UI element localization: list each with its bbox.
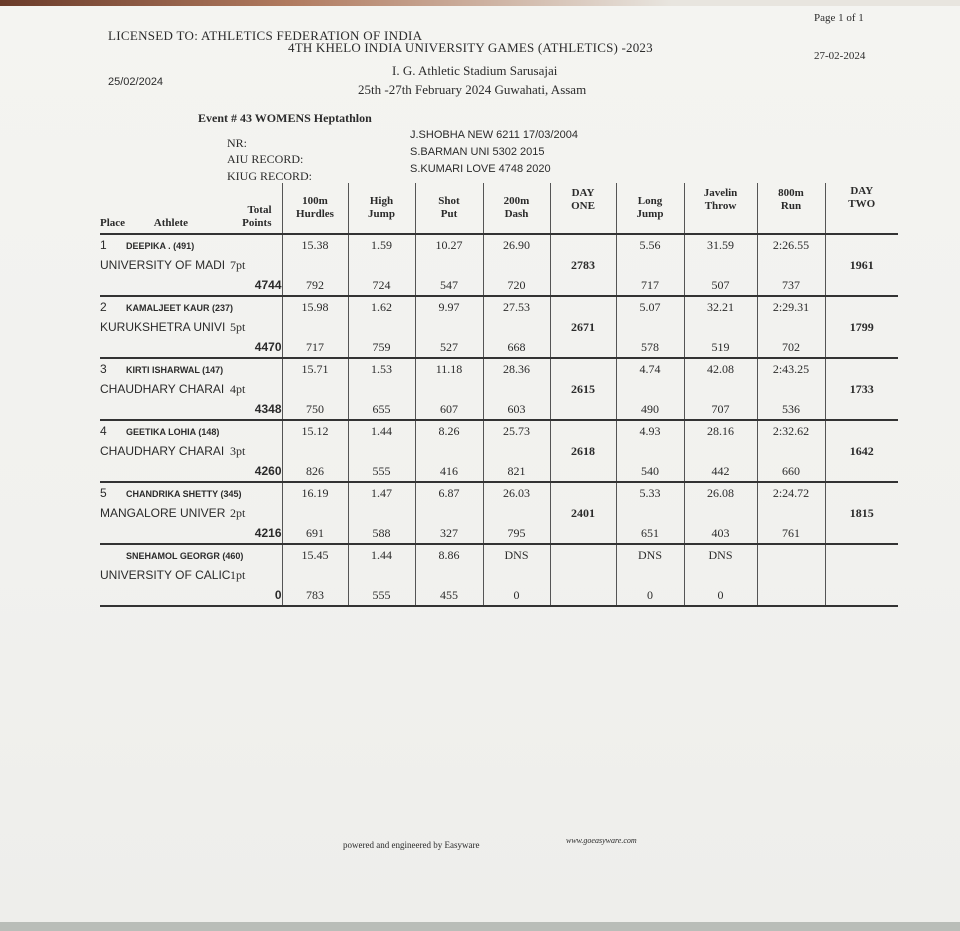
performance-value: 11.18 [415,358,483,379]
total-points: 4744 [230,275,282,296]
university: UNIVERSITY OF CALIC [100,568,230,582]
day-two-total: 1961 [825,234,898,296]
event-score: 555 [348,585,415,606]
event-score: 555 [348,461,415,482]
university: CHAUDHARY CHARAI [100,444,225,458]
empty-cell [415,379,483,399]
performance-value: 2:24.72 [757,482,825,503]
day-two-total: 1733 [825,358,898,420]
empty-cell [282,503,348,523]
games-title: 4TH KHELO INDIA UNIVERSITY GAMES (ATHLETICS) -2023 [288,40,653,55]
athlete-name: SNEHAMOL GEORGR (460) [126,551,244,561]
col-place-athlete [100,183,230,234]
empty-cell [483,255,550,275]
table-row [100,565,898,585]
performance-value: 15.12 [282,420,348,441]
performance-value: 15.45 [282,544,348,565]
event-score: 707 [684,399,757,420]
event-score: 821 [483,461,550,482]
record-value-aiu: S.BARMAN UNI 5302 2015 [410,146,545,158]
performance-value: 2:29.31 [757,296,825,317]
col-long-jump: Long Jump [616,183,684,234]
col-day-two: DAY TWO [825,183,898,234]
day-one-total [550,544,616,606]
event-score: 442 [684,461,757,482]
table-row [100,296,898,317]
empty-cell [757,255,825,275]
athlete-name: KIRTI ISHARWAL (147) [126,365,224,375]
empty-cell [616,255,684,275]
event-score: 507 [684,275,757,296]
event-score: 490 [616,399,684,420]
athlete-cell [100,482,282,503]
empty-cell [282,317,348,337]
table-row [100,461,898,482]
event-score: 327 [415,523,483,544]
print-date: 27-02-2024 [814,50,866,62]
empty-cell [415,441,483,461]
empty-cell [616,441,684,461]
license-line: LICENSED TO: ATHLETICS FEDERATION OF INDIA [108,28,423,43]
powered-by: powered and engineered by Easyware [343,840,480,850]
record-value-nr: J.SHOBHA NEW 6211 17/03/2004 [410,129,578,141]
event-score: 527 [415,337,483,358]
university: UNIVERSITY OF MADI [100,258,226,272]
empty-cell [684,255,757,275]
performance-value: 8.86 [415,544,483,565]
day-one-total: 2671 [550,296,616,358]
empty-cell [282,255,348,275]
event-score: 750 [282,399,348,420]
performance-value: 32.21 [684,296,757,317]
results-table [100,183,898,607]
team-points: 4pt [230,379,282,399]
col-total: Total Points [230,183,282,234]
event-score: 651 [616,523,684,544]
vendor-url: www.goeasyware.com [566,836,637,845]
place-number: 3 [100,362,107,376]
event-score: 0 [616,585,684,606]
empty-cell [616,565,684,585]
col-200m-dash: 200m Dash [483,183,550,234]
performance-value: 26.08 [684,482,757,503]
empty-cell [348,255,415,275]
performance-value: 9.97 [415,296,483,317]
university: CHAUDHARY CHARAI [100,382,225,396]
table-row [100,503,898,523]
empty-cell [415,565,483,585]
event-score: 691 [282,523,348,544]
day-two-total: 1815 [825,482,898,544]
empty-cell [415,255,483,275]
record-label-nr: NR: [227,136,248,150]
empty-cell [100,523,230,544]
performance-value: 5.33 [616,482,684,503]
event-score: 455 [415,585,483,606]
total-points: 4348 [230,399,282,420]
empty-cell [100,399,230,420]
performance-value: DNS [616,544,684,565]
col-place: Place [100,217,126,229]
event-dates: 25th -27th February 2024 Guwahati, Assam [358,82,587,97]
empty-cell [348,379,415,399]
empty-cell [757,565,825,585]
empty-cell [757,317,825,337]
event-score: 826 [282,461,348,482]
col-800m-run: 800m Run [757,183,825,234]
performance-value: 16.19 [282,482,348,503]
performance-value: 2:32.62 [757,420,825,441]
empty-cell [100,461,230,482]
event-score: 655 [348,399,415,420]
header-row [100,183,898,234]
empty-cell [684,565,757,585]
empty-cell [684,441,757,461]
table-row [100,399,898,420]
athlete-cell [100,296,282,317]
athlete-name: DEEPIKA . (491) [126,241,195,251]
table-row [100,379,898,399]
performance-value: 28.36 [483,358,550,379]
event-score: 737 [757,275,825,296]
table-row [100,523,898,544]
total-points: 4260 [230,461,282,482]
day-one-total: 2615 [550,358,616,420]
performance-value: 2:43.25 [757,358,825,379]
empty-cell [348,503,415,523]
empty-cell [483,565,550,585]
empty-cell [100,585,230,606]
empty-cell [684,317,757,337]
table-row [100,234,898,255]
empty-cell [415,503,483,523]
empty-cell [348,317,415,337]
event-score: 660 [757,461,825,482]
empty-cell [483,503,550,523]
performance-value: 28.16 [684,420,757,441]
empty-cell [348,441,415,461]
athlete-name: CHANDRIKA SHETTY (345) [126,489,242,499]
event-score: 0 [684,585,757,606]
empty-cell [282,379,348,399]
performance-value: 2:26.55 [757,234,825,255]
total-points: 4470 [230,337,282,358]
place-number: 5 [100,486,107,500]
table-row [100,255,898,275]
event-score: 717 [282,337,348,358]
performance-value: 1.44 [348,544,415,565]
athlete-cell [100,544,282,565]
empty-cell [616,503,684,523]
performance-value: 5.07 [616,296,684,317]
col-javelin: Javelin Throw [684,183,757,234]
event-score: 668 [483,337,550,358]
day-two-total: 1642 [825,420,898,482]
day-one-total: 2783 [550,234,616,296]
event-score: 416 [415,461,483,482]
table-row [100,317,898,337]
university: KURUKSHETRA UNIVI [100,320,226,334]
performance-value: 15.71 [282,358,348,379]
performance-value: 4.74 [616,358,684,379]
empty-cell [684,503,757,523]
empty-cell [100,337,230,358]
place-number: 2 [100,300,107,314]
empty-cell [483,379,550,399]
event-score: 720 [483,275,550,296]
performance-value: 15.98 [282,296,348,317]
performance-value: 26.03 [483,482,550,503]
event-score: 783 [282,585,348,606]
table-row [100,420,898,441]
event-score: 724 [348,275,415,296]
team-points: 3pt [230,441,282,461]
photo-edge [0,0,960,6]
col-shot-put: Shot Put [415,183,483,234]
athlete-cell [100,358,282,379]
performance-value: 6.87 [415,482,483,503]
event-score: 795 [483,523,550,544]
event-score: 0 [483,585,550,606]
col-athlete: Athlete [153,217,189,229]
event-score: 519 [684,337,757,358]
performance-value [757,544,825,565]
table-row [100,358,898,379]
event-score: 547 [415,275,483,296]
table-row [100,585,898,606]
athlete-name: KAMALJEET KAUR (237) [126,303,234,313]
performance-value: DNS [483,544,550,565]
event-score: 588 [348,523,415,544]
performance-value: 10.27 [415,234,483,255]
table-row [100,544,898,565]
photo-edge-bottom [0,922,960,931]
performance-value: 1.53 [348,358,415,379]
record-value-kiug: S.KUMARI LOVE 4748 2020 [410,163,551,175]
event-title: Event # 43 WOMENS Heptathlon [198,111,372,125]
record-label-kiug: KIUG RECORD: [227,169,313,183]
performance-value: 4.93 [616,420,684,441]
event-score: 792 [282,275,348,296]
performance-value: DNS [684,544,757,565]
place-number: 1 [100,238,107,252]
empty-cell [415,317,483,337]
event-score: 759 [348,337,415,358]
empty-cell [282,441,348,461]
event-score [757,585,825,606]
event-date: 25/02/2024 [108,76,164,88]
page-number: Page 1 of 1 [814,12,864,24]
empty-cell [100,275,230,296]
col-hurdles: 100m Hurdles [282,183,348,234]
day-two-total: 1799 [825,296,898,358]
event-score: 761 [757,523,825,544]
venue: I. G. Athletic Stadium Sarusajai [392,63,558,78]
event-score: 603 [483,399,550,420]
performance-value: 15.38 [282,234,348,255]
athlete-cell [100,234,282,255]
performance-value: 27.53 [483,296,550,317]
performance-value: 1.47 [348,482,415,503]
col-high-jump: High Jump [348,183,415,234]
performance-value: 26.90 [483,234,550,255]
empty-cell [684,379,757,399]
empty-cell [616,317,684,337]
event-score: 702 [757,337,825,358]
empty-cell [757,441,825,461]
record-label-aiu: AIU RECORD: [227,152,304,166]
team-points: 5pt [230,317,282,337]
empty-cell [483,317,550,337]
empty-cell [757,379,825,399]
performance-value: 25.73 [483,420,550,441]
performance-value: 5.56 [616,234,684,255]
place-number: 4 [100,424,107,438]
team-points: 2pt [230,503,282,523]
empty-cell [483,441,550,461]
team-points: 1pt [230,565,282,585]
performance-value: 8.26 [415,420,483,441]
table-row [100,337,898,358]
day-one-total: 2401 [550,482,616,544]
table-row [100,441,898,461]
athlete-name: GEETIKA LOHIA (148) [126,427,220,437]
performance-value: 1.59 [348,234,415,255]
event-score: 578 [616,337,684,358]
table-row [100,482,898,503]
empty-cell [348,565,415,585]
table-row [100,275,898,296]
total-points: 4216 [230,523,282,544]
col-day-one: DAY ONE [550,183,616,234]
university: MANGALORE UNIVER [100,506,226,520]
event-score: 717 [616,275,684,296]
performance-value: 1.62 [348,296,415,317]
day-two-total [825,544,898,606]
event-score: 403 [684,523,757,544]
team-points: 7pt [230,255,282,275]
event-score: 536 [757,399,825,420]
empty-cell [616,379,684,399]
performance-value: 1.44 [348,420,415,441]
performance-value: 42.08 [684,358,757,379]
total-points: 0 [230,585,282,606]
empty-cell [282,565,348,585]
event-score: 607 [415,399,483,420]
empty-cell [757,503,825,523]
athlete-cell [100,420,282,441]
day-one-total: 2618 [550,420,616,482]
event-score: 540 [616,461,684,482]
performance-value: 31.59 [684,234,757,255]
